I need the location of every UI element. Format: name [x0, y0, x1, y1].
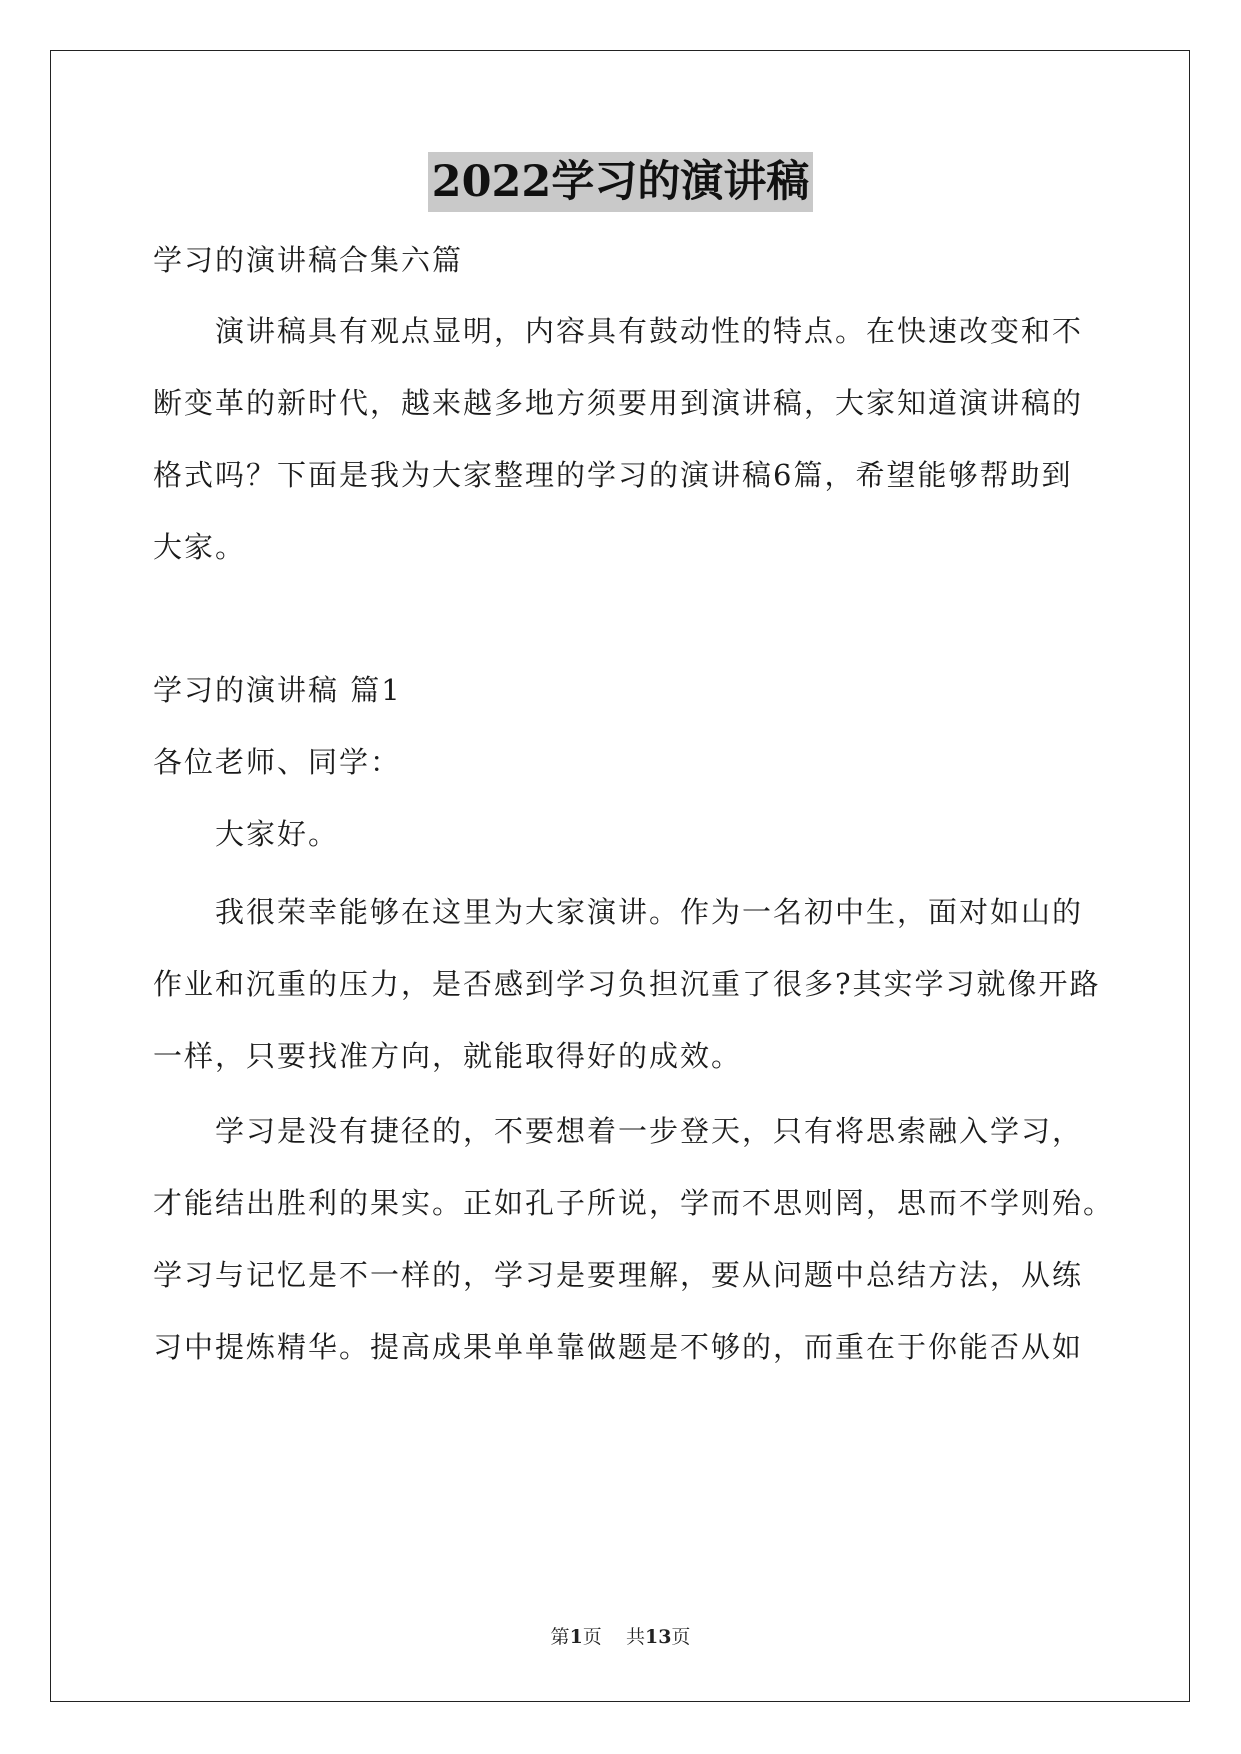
document-title: 2022学习的演讲稿 — [428, 152, 814, 212]
greeting: 大家好。 — [215, 817, 340, 851]
footer-middle: 页 共 — [582, 1626, 645, 1648]
paragraph-line: 学习是没有捷径的，不要想着一步登天，只有将思索融入学习， — [215, 1114, 1084, 1148]
paragraph-line: 一样，只要找准方向，就能取得好的成效。 — [153, 1039, 743, 1073]
paragraph-line: 我很荣幸能够在这里为大家演讲。作为一名初中生，面对如山的 — [215, 895, 1084, 929]
paragraph-line: 断变革的新时代，越来越多地方须要用到演讲稿，大家知道演讲稿的 — [153, 386, 1084, 420]
document-subtitle: 学习的演讲稿合集六篇 — [153, 243, 464, 277]
paragraph-line: 作业和沉重的压力，是否感到学习负担沉重了很多?其实学习就像开路 — [153, 967, 1101, 1001]
salutation: 各位老师、同学： — [153, 745, 402, 779]
paragraph-line: 习中提炼精华。提高成果单单靠做题是不够的，而重在于你能否从如 — [153, 1330, 1084, 1364]
page-border — [50, 50, 1190, 1702]
page-footer — [0, 1624, 1241, 1650]
footer-suffix: 页 — [671, 1626, 691, 1648]
paragraph-line: 才能结出胜利的果实。正如孔子所说，学而不思则罔，思而不学则殆。 — [153, 1186, 1115, 1220]
section-heading: 学习的演讲稿 篇1 — [153, 673, 402, 707]
total-pages-number: 13 — [644, 1626, 672, 1648]
paragraph-line: 演讲稿具有观点显明，内容具有鼓动性的特点。在快速改变和不 — [215, 314, 1084, 348]
footer-prefix: 第 — [550, 1626, 570, 1648]
current-page-number: 1 — [569, 1626, 583, 1648]
paragraph-line: 格式吗？下面是我为大家整理的学习的演讲稿6篇，希望能够帮助到 — [153, 458, 1073, 492]
paragraph-line: 大家。 — [153, 530, 247, 564]
paragraph-line: 学习与记忆是不一样的，学习是要理解，要从问题中总结方法，从练 — [153, 1258, 1084, 1292]
title-container — [0, 152, 1241, 212]
